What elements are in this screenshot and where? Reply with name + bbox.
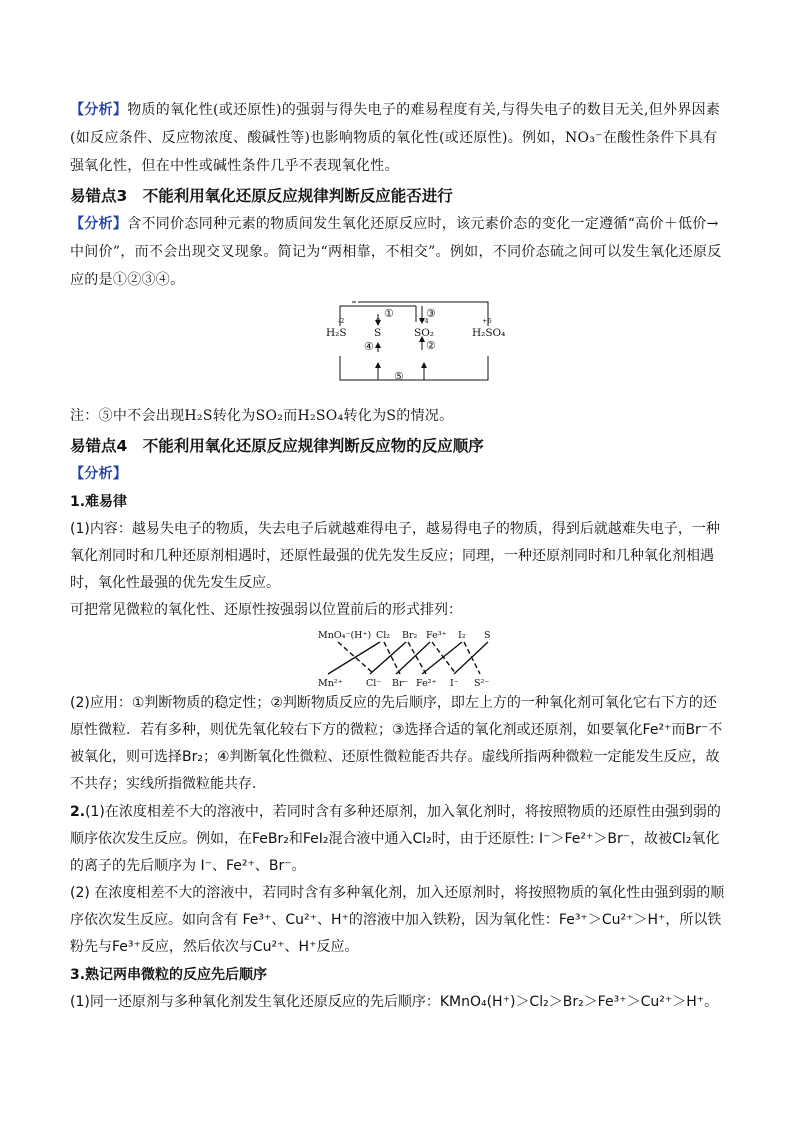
sulfur-valence-diagram bbox=[70, 294, 730, 402]
bottom-particle-6: S²⁻ bbox=[474, 678, 490, 689]
paragraph-sequence: (1)同一还原剂与多种氧化剂发生氧化还原反应的先后顺序：KMnO₄(H⁺)＞Cl₂＞Br₂＞Fe³⁺＞Cu²⁺＞H⁺。 bbox=[70, 994, 719, 1010]
bottom-particle-3: Br⁻ bbox=[392, 678, 409, 689]
analysis-label: 【分析】 bbox=[70, 102, 128, 118]
bottom-particle-1: Mn²⁺ bbox=[318, 678, 343, 689]
bottom-particle-5: I⁻ bbox=[450, 678, 459, 689]
species-h2so4: H₂SO₄ bbox=[472, 327, 506, 339]
paragraph-valence-rule bbox=[70, 210, 730, 294]
top-particle-5: I₂ bbox=[458, 630, 466, 641]
top-particle-4: Fe³⁺ bbox=[426, 630, 447, 641]
mark-3: ③ bbox=[426, 307, 436, 320]
analysis-label: 【分析】 bbox=[70, 216, 128, 232]
redox-order-diagram bbox=[70, 624, 730, 690]
species-h2s: H₂S bbox=[326, 327, 347, 339]
section-heading-4: 易错点4 不能利用氧化还原反应规律判断反应物的反应顺序 bbox=[70, 437, 484, 455]
paragraph-text: (1)在浓度相差不大的溶液中，若同时含有多种还原剂，加入氧化剂时，将按照物质的还原性由强到弱的顺序依次发生反应。例如，在FeBr₂和FeI₂混合液中通入Cl₂时，由于还原性: I⁻＞Fe²⁺＞Br⁻，故被Cl₂氧化的离子的先后顺序为 I⁻、Fe²⁺、Br⁻。 bbox=[70, 804, 721, 874]
paragraph-text: 物质的氧化性(或还原性)的强弱与得失电子的难易程度有关,与得失电子的数目无关,但外界因素(如反应条件、反应物浓度、酸碱性等)也影响物质的氧化性(或还原性)。例如，NO₃⁻在酸性条件下具有强氧化性，但在中性或碱性条件几乎不表现氧化性。 bbox=[70, 102, 721, 174]
subheading-2: 2. bbox=[70, 804, 86, 820]
top-particle-1: MnO₄⁻(H⁺) bbox=[318, 630, 372, 641]
paragraph-arrangement-intro: 可把常见微粒的氧化性、还原性按强弱以位置前后的形式排列： bbox=[70, 602, 462, 618]
note-text: 注：⑤中不会出现H₂S转化为SO₂而H₂SO₄转化为S的情况。 bbox=[70, 408, 454, 424]
valence-h2s: -2 bbox=[338, 317, 345, 325]
paragraph-oxidants-order: (2) 在浓度相差不大的溶液中，若同时含有多种氧化剂，加入还原剂时，将按照物质的氧化性由强到弱的顺序依次发生反应。如向含有 Fe³⁺、Cu²⁺、H⁺的溶液中加入铁粉，因为氧化性：Fe³⁺＞Cu²⁺＞H⁺，所以铁粉先与Fe³⁺反应，然后依次与Cu²⁺、H⁺反应。 bbox=[70, 885, 725, 955]
paragraph-text: 含不同价态同种元素的物质间发生氧化还原反应时，该元素价态的变化一定遵循“高价＋低价→中间价”，而不会出现交叉现象。简记为“两相靠，不相交”。例如，不同价态硫之间可以发生氧化还原反应的是①②③④。 bbox=[70, 216, 722, 288]
mark-1: ① bbox=[384, 307, 394, 320]
mark-4: ④ bbox=[364, 340, 374, 353]
bottom-particle-2: Cl⁻ bbox=[366, 678, 382, 689]
valence-s: 0 bbox=[376, 317, 381, 325]
paragraph-difficulty-law: (1)内容：越易失电子的物质，失去电子后就越难得电子，越易得电子的物质，得到后就越难失电子，一种氧化剂同时和几种还原剂相遇时，还原性最强的优先发生反应；同理，一种还原剂同时和几种氧化剂相遇时，氧化性最强的优先发生反应。 bbox=[70, 521, 720, 591]
top-particle-3: Br₂ bbox=[402, 630, 418, 641]
subheading-1: 1.难易律 bbox=[70, 494, 128, 510]
species-s: S bbox=[374, 327, 382, 339]
valence-h2so4: +6 bbox=[482, 317, 492, 325]
bottom-particle-4: Fe²⁺ bbox=[416, 678, 437, 689]
paragraph-reductants-order bbox=[70, 798, 730, 880]
species-so2: SO₂ bbox=[414, 327, 435, 339]
sulfur-diagram-svg bbox=[70, 294, 730, 402]
subheading-3: 3.熟记两串微粒的反应先后顺序 bbox=[70, 967, 268, 983]
analysis-heading bbox=[70, 460, 730, 488]
document-page bbox=[70, 96, 730, 1016]
paragraph-application: (2)应用：①判断物质的稳定性；②判断物质反应的先后顺序，即左上方的一种氧化剂可氧化它右下方的还原性微粒．若有多种，则优先氧化较右下方的微粒；③选择合适的氧化剂或还原剂，如要氧化Fe²⁺而Br⁻不被氧化，则可选择Br₂；④判断氧化性微粒、还原性微粒能否共存。虚线所指两种微粒一定能发生反应，故不共存；实线所指微粒能共存． bbox=[70, 695, 723, 792]
analysis-label: 【分析】 bbox=[70, 466, 128, 482]
mark-2: ② bbox=[426, 339, 436, 352]
top-particle-6: S bbox=[484, 630, 491, 641]
section-heading-3: 易错点3 不能利用氧化还原反应规律判断反应能否进行 bbox=[70, 187, 453, 205]
valence-so2: +4 bbox=[419, 317, 429, 325]
redox-order-svg bbox=[70, 624, 730, 690]
top-particle-2: Cl₂ bbox=[376, 630, 391, 641]
mark-5: ⑤ bbox=[394, 370, 404, 383]
paragraph-oxidizing-factors bbox=[70, 96, 730, 180]
